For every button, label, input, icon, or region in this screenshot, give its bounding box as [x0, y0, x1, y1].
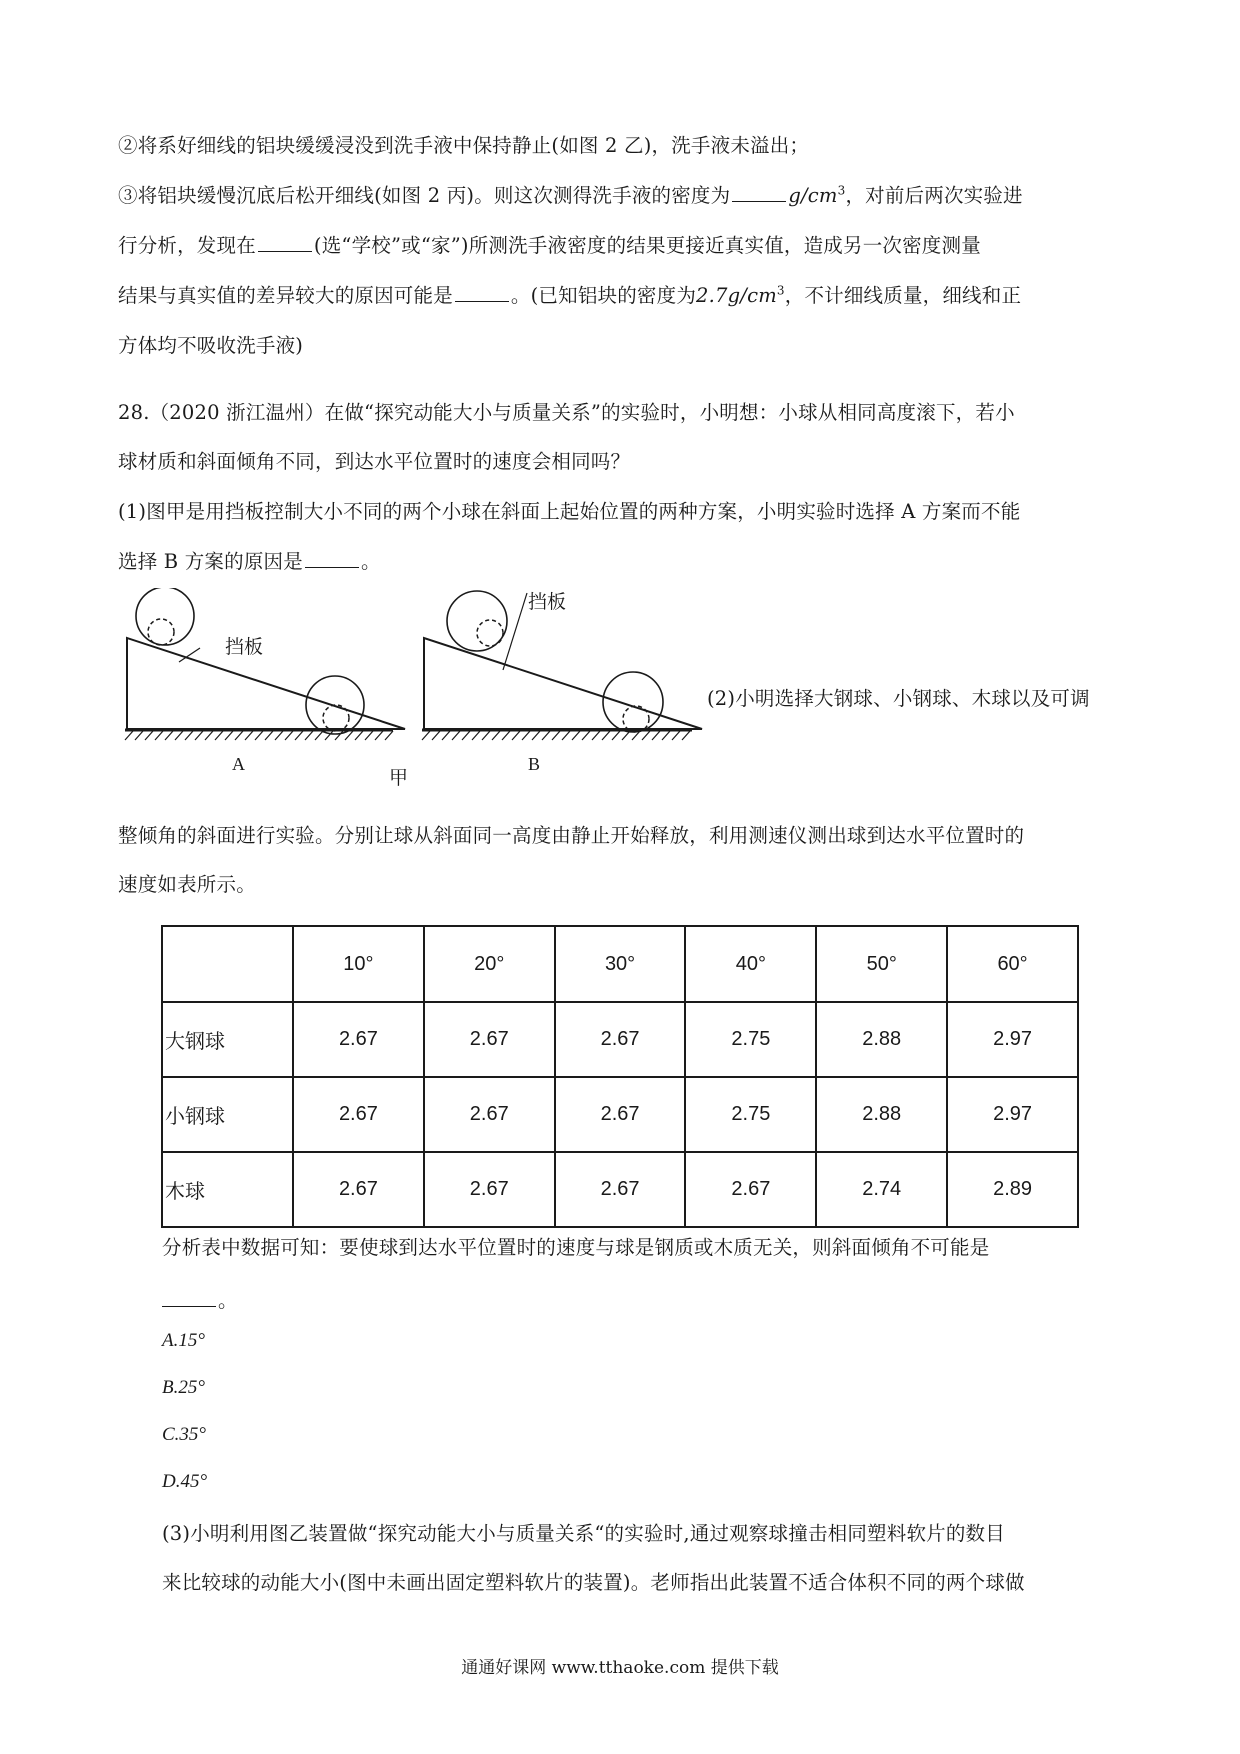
- table-row: [162, 1077, 1078, 1152]
- table-header-cell: 20°: [424, 926, 555, 1002]
- table-cell: 2.67: [293, 1077, 424, 1152]
- paragraph-text: 行分析，发现在: [118, 234, 256, 257]
- question-28: [118, 397, 1015, 425]
- baffle-label-a: 挡板: [225, 636, 264, 658]
- text-line: [118, 230, 981, 258]
- text-line: [118, 820, 1024, 848]
- option-c: C.35°: [162, 1424, 207, 1445]
- table-header-cell: 50°: [816, 926, 947, 1002]
- table-header-cell: 60°: [947, 926, 1078, 1002]
- paragraph-text: ②将系好细线的铝块缓缓浸没到洗手液中保持静止(如图 2 乙)，洗手液未溢出；: [118, 134, 810, 157]
- table-cell: 2.67: [555, 1002, 686, 1077]
- hatch-b: [422, 731, 690, 740]
- question-text: 来比较球的动能大小(图中未画出固定塑料软片的装置)。老师指出此装置不适合体积不同的两个球做: [162, 1571, 1025, 1594]
- option-b: B.25°: [162, 1377, 205, 1398]
- table-cell: 2.67: [555, 1152, 686, 1227]
- superscript: 3: [776, 283, 785, 298]
- option-a: A.15°: [162, 1330, 205, 1351]
- setup-a: [125, 588, 405, 734]
- table-cell: 2.67: [424, 1152, 555, 1227]
- table-cell: 2.88: [816, 1077, 947, 1152]
- text-line: [707, 683, 1090, 711]
- row-label: 木球: [162, 1152, 293, 1227]
- label-b: B: [528, 754, 541, 774]
- table-cell: 2.74: [816, 1152, 947, 1227]
- text-line: [118, 330, 303, 358]
- punctuation: 。: [218, 1289, 238, 1312]
- text-line: [118, 546, 381, 574]
- text-line: [162, 1518, 1005, 1546]
- answer-blank: [162, 1288, 216, 1307]
- speed-table: [161, 925, 1079, 1228]
- table-header-cell: 10°: [293, 926, 424, 1002]
- small-ball-b-top: [477, 620, 503, 646]
- text-line: [162, 1285, 238, 1313]
- table-row: [162, 1002, 1078, 1077]
- text-line: [162, 1567, 1025, 1595]
- baffle-pointer-b: [503, 593, 527, 670]
- punctuation: 。: [360, 550, 381, 573]
- answer-blank: [258, 233, 312, 252]
- option-d: D.45°: [162, 1471, 208, 1492]
- table-header-row: [162, 926, 1078, 1002]
- question-text: 分析表中数据可知：要使球到达水平位置时的速度与球是钢质或木质无关，则斜面倾角不可能是: [162, 1236, 990, 1259]
- question-text: 28.（2020 浙江温州）在做“探究动能大小与质量关系”的实验时，小明想：小球从相同高度滚下，若小: [118, 401, 1015, 424]
- answer-blank: [455, 283, 509, 302]
- row-label: 小钢球: [162, 1077, 293, 1152]
- incline-a: [127, 638, 405, 729]
- table-row: [162, 1152, 1078, 1227]
- superscript: 3: [837, 183, 846, 198]
- text-line: [118, 130, 809, 158]
- baffle-label-b: 挡板: [528, 591, 567, 613]
- paragraph-text: 结果与真实值的差异较大的原因可能是: [118, 284, 453, 307]
- unit-text: g/cm: [788, 184, 838, 207]
- large-ball-a-top: [136, 588, 194, 645]
- answer-blank: [305, 549, 359, 568]
- table-cell: 2.88: [816, 1002, 947, 1077]
- table-cell: 2.67: [424, 1077, 555, 1152]
- paragraph-text: ③将铝块缓慢沉底后松开细线(如图 2 丙)。则这次测得洗手液的密度为: [118, 184, 731, 207]
- label-a: A: [232, 754, 245, 774]
- large-ball-b-top: [447, 591, 507, 651]
- question-text: 整倾角的斜面进行实验。分别让球从斜面同一高度由静止开始释放，利用测速仪测出球到达水平位置时的: [118, 824, 1025, 847]
- text-line: [118, 180, 1023, 208]
- text-line: [118, 869, 256, 897]
- table-cell: 2.67: [685, 1152, 816, 1227]
- table-cell: 2.67: [293, 1152, 424, 1227]
- table-cell: 2.75: [685, 1002, 816, 1077]
- table-header-cell: 40°: [685, 926, 816, 1002]
- question-text: 选择 B 方案的原因是: [118, 550, 303, 573]
- paragraph-text: 。(已知铝块的密度为: [510, 284, 697, 307]
- row-label: 大钢球: [162, 1002, 293, 1077]
- paragraph-text: ，对前后两次实验进: [845, 184, 1023, 207]
- question-text: (3)小明利用图乙装置做“探究动能大小与质量关系“的实验时,通过观察球撞击相同塑料软片的数目: [162, 1522, 1005, 1545]
- small-ball-a-top: [148, 619, 174, 645]
- question-text: (1)图甲是用挡板控制大小不同的两个小球在斜面上起始位置的两种方案，小明实验时选择 A 方案而不能: [118, 500, 1021, 523]
- table-cell: 2.75: [685, 1077, 816, 1152]
- incline-figure: [115, 588, 715, 788]
- text-line: [118, 280, 1021, 308]
- density-value: 2.7g/cm: [696, 284, 777, 307]
- question-text: 速度如表所示。: [118, 873, 256, 896]
- small-ball-a-bottom: [323, 705, 349, 731]
- table-cell: 2.67: [555, 1077, 686, 1152]
- table-header-cell: 30°: [555, 926, 686, 1002]
- table-cell: 2.97: [947, 1077, 1078, 1152]
- large-ball-b-bottom: [603, 672, 663, 732]
- page-footer: 通通好课网 www.tthaoke.com 提供下载: [461, 1658, 779, 1678]
- paragraph-text: (选“学校”或“家”)所测洗手液密度的结果更接近真实值，造成另一次密度测量: [313, 234, 981, 257]
- text-line: [118, 496, 1020, 524]
- text-line: [118, 446, 630, 474]
- question-text: (2)小明选择大钢球、小钢球、木球以及可调: [707, 687, 1090, 710]
- table-header-cell: [162, 926, 293, 1002]
- paragraph-text: ，不计细线质量，细线和正: [784, 284, 1022, 307]
- answer-blank: [732, 183, 786, 202]
- text-line: [162, 1232, 989, 1260]
- table-cell: 2.89: [947, 1152, 1078, 1227]
- hatch-a: [125, 731, 393, 740]
- paragraph-text: 方体均不吸收洗手液): [118, 334, 304, 357]
- table-cell: 2.67: [293, 1002, 424, 1077]
- table-cell: 2.97: [947, 1002, 1078, 1077]
- question-text: 球材质和斜面倾角不同，到达水平位置时的速度会相同吗？: [118, 450, 631, 473]
- table-cell: 2.67: [424, 1002, 555, 1077]
- figure-caption: 甲: [389, 767, 409, 788]
